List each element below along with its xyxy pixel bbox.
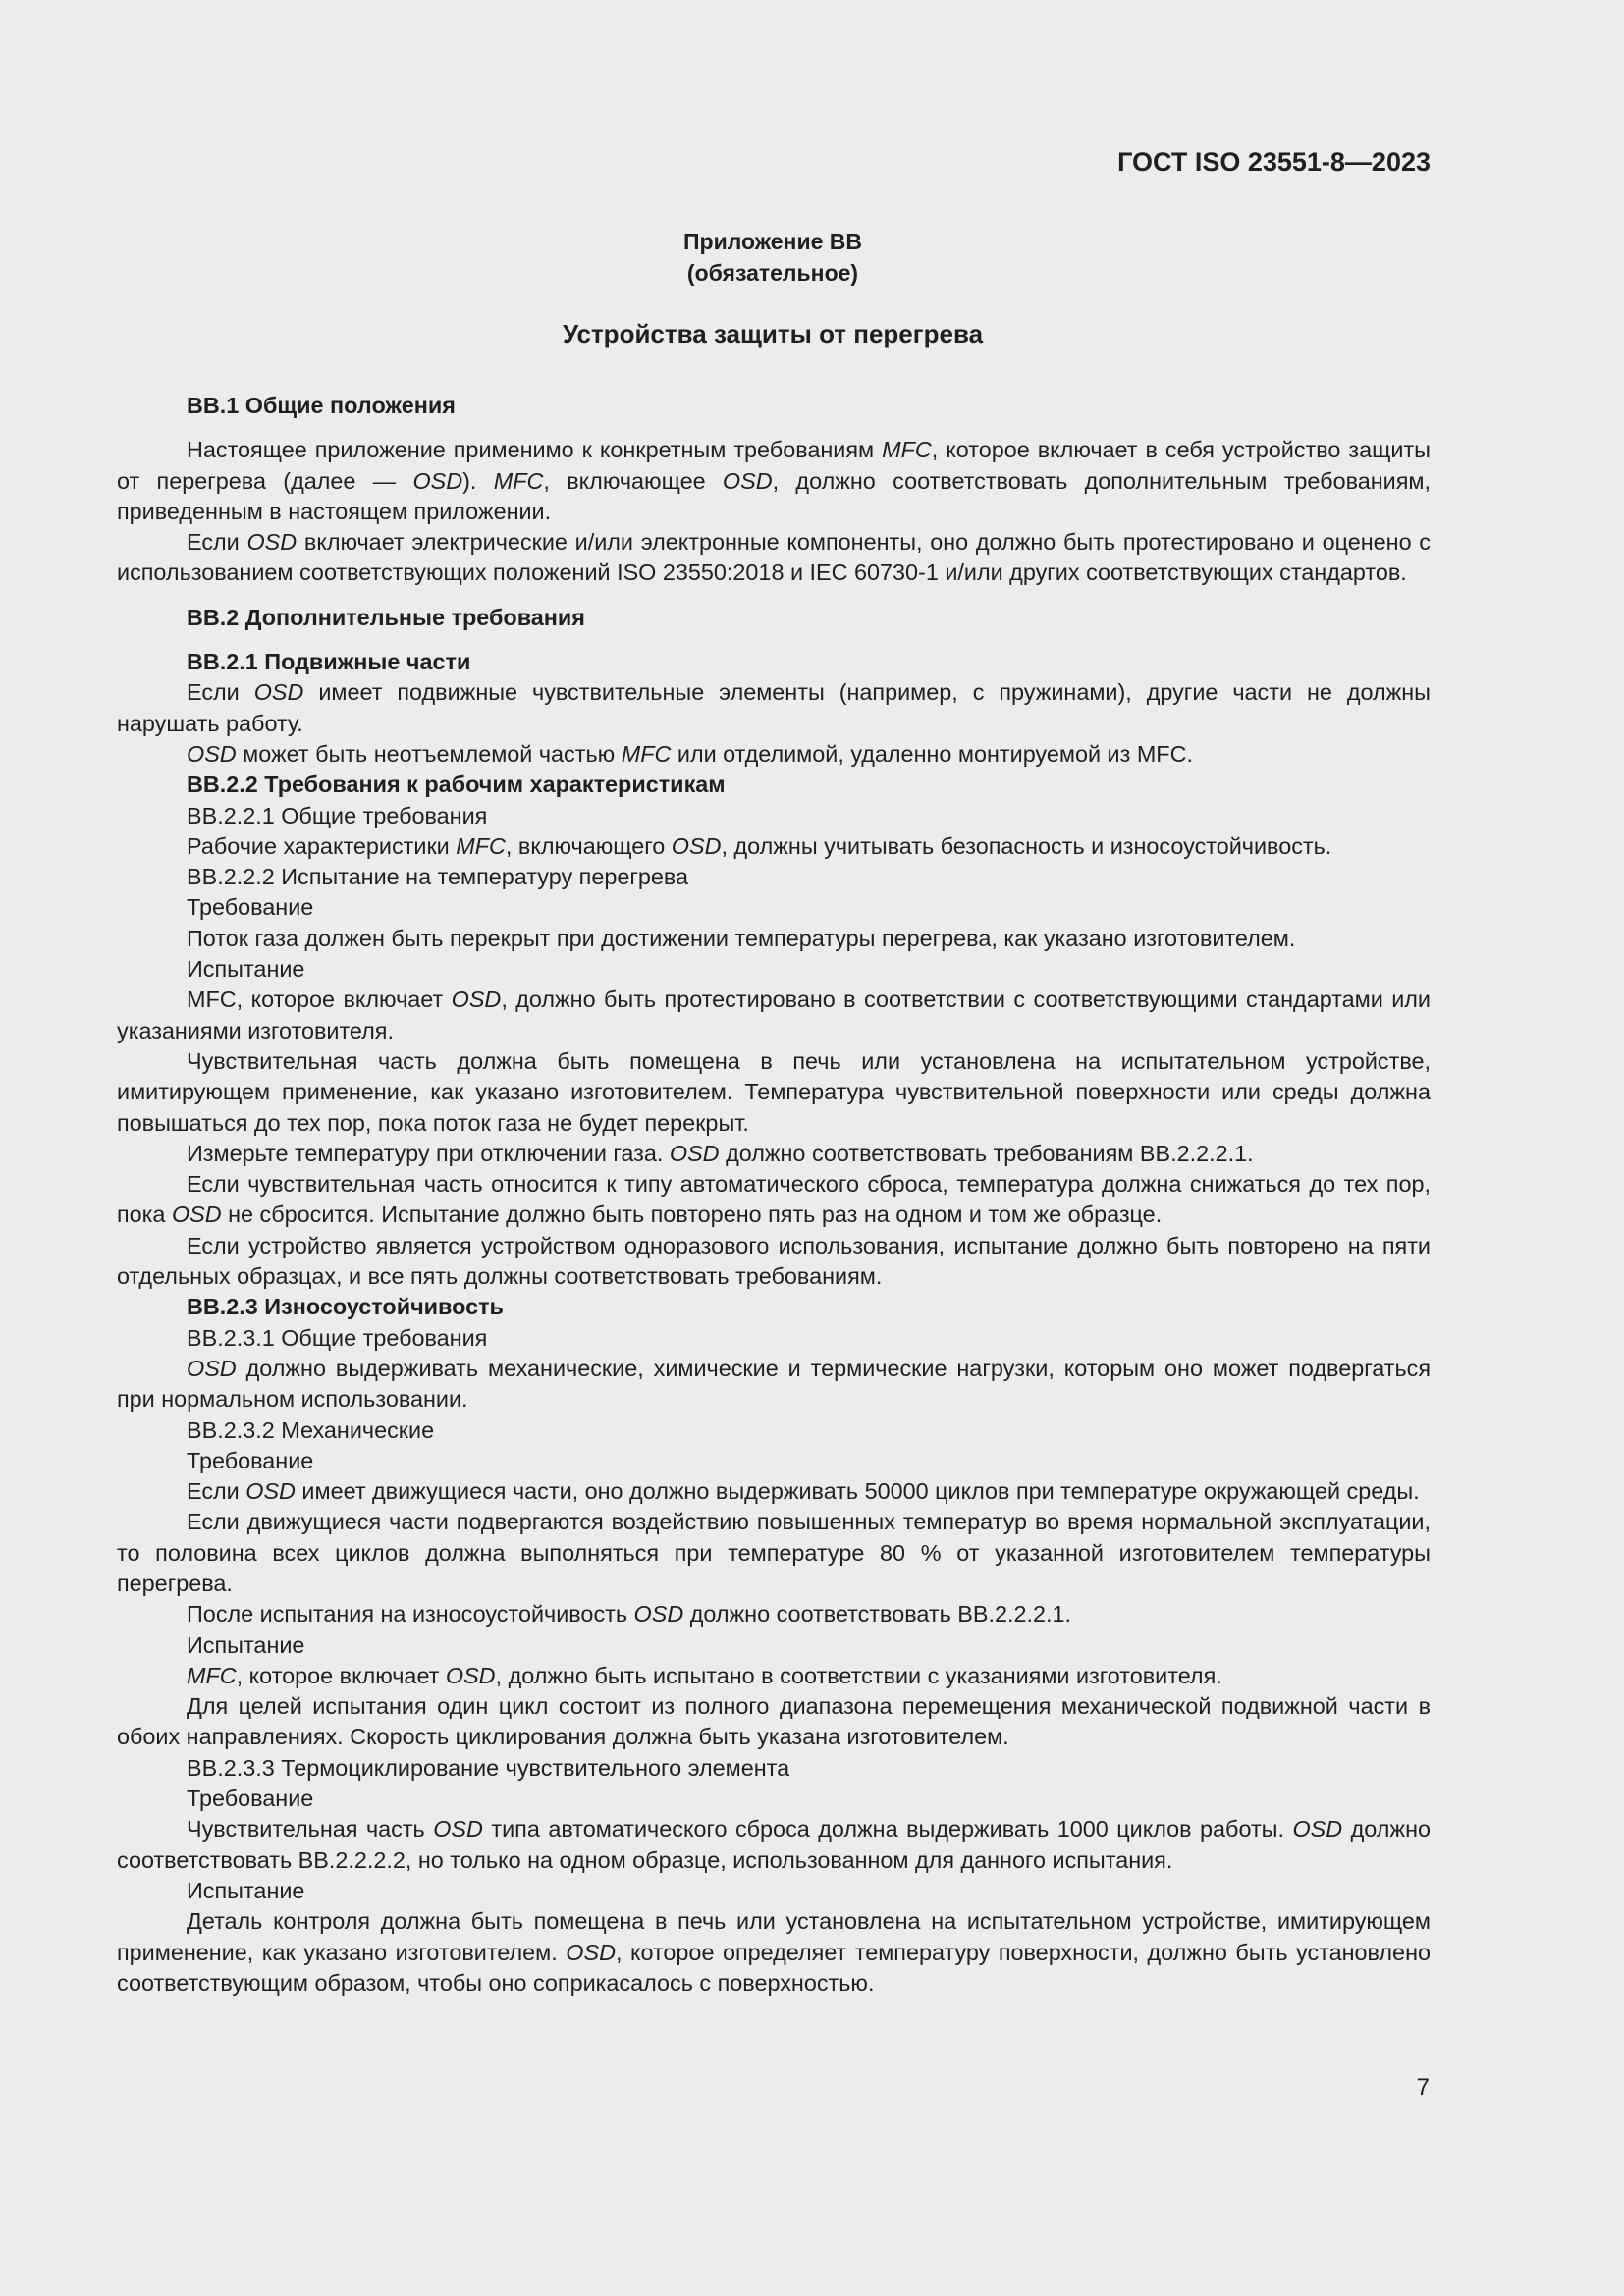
document-id: ГОСТ ISO 23551-8—2023 <box>1117 147 1431 177</box>
paragraph: MFC, которое включает OSD, должно быть протестировано в соответствии с соответствующими стандартами или указаниями изготовителя. <box>117 987 1431 1043</box>
paragraph: Чувствительная часть OSD типа автоматического сброса должна выдерживать 1000 циклов работы. OSD должно соответствовать ВВ.2.2.2.2, но только на одном образце, использованном для данного испытания. <box>117 1816 1431 1873</box>
section-heading-bb21: ВВ.2.1 Подвижные части <box>187 649 471 675</box>
requirement-label: Требование <box>187 1786 314 1812</box>
paragraph: Для целей испытания один цикл состоит из полного диапазона перемещения механической подвижной части в обоих направлениях. Скорость циклирования должна быть указана изготовителем. <box>117 1693 1431 1750</box>
subsection-heading: ВВ.2.2.1 Общие требования <box>187 802 488 828</box>
subsection-heading: ВВ.2.3.1 Общие требования <box>187 1324 488 1351</box>
paragraph: Измерьте температуру при отключении газа. OSD должно соответствовать требованиям ВВ.2.2.2.1. <box>187 1140 1254 1166</box>
section-heading-bb23: ВВ.2.3 Износоустойчивость <box>187 1294 504 1320</box>
annex-title: Устройства защиты от перегрева <box>562 319 984 348</box>
page-number: 7 <box>1416 2074 1430 2101</box>
section-heading-bb1: ВВ.1 Общие положения <box>187 393 456 418</box>
paragraph: Если устройство является устройством одноразового использования, испытание должно быть повторено на пяти отдельных образцах, и все пять должны соответствовать требованиям. <box>117 1232 1431 1290</box>
paragraph: Настоящее приложение применимо к конкретным требованиям MFC, которое включает в себя устройство защиты от перегрева (далее — OSD). MFC, включающее OSD, должно соответствовать дополнительным требованиям, приведенным в настоящем приложении. <box>117 437 1431 524</box>
paragraph: Деталь контроля должна быть помещена в печь или установлена на испытательном устройстве, имитирующем применение, как указано изготовителем. OSD, которое определяет температуру поверхности, должно быть установлено соответствующим образом, чтобы оно соприкасалось с поверхностью. <box>117 1908 1431 1996</box>
paragraph: После испытания на износоустойчивость OSD должно соответствовать ВВ.2.2.2.1. <box>187 1601 1071 1628</box>
paragraph: OSD может быть неотъемлемой частью MFC или отделимой, удаленно монтируемой из MFC. <box>187 740 1193 767</box>
paragraph: Если движущиеся части подвергаются воздействию повышенных температур во время нормальной эксплуатации, то половина всех циклов должна выполняться при температуре 80 % от указанной изготовителем температуры перегрева. <box>117 1509 1431 1596</box>
test-label: Испытание <box>187 1877 305 1903</box>
test-label: Испытание <box>187 1631 305 1658</box>
paragraph: Если OSD имеет подвижные чувствительные элементы (например, с пружинами), другие части не должны нарушать работу. <box>117 679 1431 736</box>
annex-heading <box>0 226 1545 289</box>
paragraph: Поток газа должен быть перекрыт при достижении температуры перегрева, как указано изготовителем. <box>187 925 1296 951</box>
paragraph: Если OSD включает электрические и/или электронные компоненты, оно должно быть протестировано и оценено с использованием соответствующих положений ISO 23550:2018 и IEC 60730-1 и/или других соответствующих стандартов. <box>117 529 1431 586</box>
test-label: Испытание <box>187 956 305 983</box>
paragraph: MFC, которое включает OSD, должно быть испытано в соответствии с указаниями изготовителя. <box>187 1662 1222 1688</box>
paragraph: Рабочие характеристики MFC, включающего OSD, должны учитывать безопасность и износоустойчивость. <box>187 832 1332 859</box>
subsection-heading: ВВ.2.3.3 Термоциклирование чувствительного элемента <box>187 1754 790 1781</box>
paragraph: Чувствительная часть должна быть помещена в печь или установлена на испытательном устройстве, имитирующем применение, как указано изготовителем. Температура чувствительной поверхности или среды должна повышаться до тех пор, пока поток газа не будет перекрыт. <box>117 1047 1431 1136</box>
paragraph: Если чувствительная часть относится к типу автоматического сброса, температура должна снижаться до тех пор, пока OSD не сбросится. Испытание должно быть повторено пять раз на одном и том же образце. <box>117 1171 1431 1228</box>
subsection-heading: ВВ.2.3.2 Механические <box>187 1416 435 1443</box>
paragraph: OSD должно выдерживать механические, химические и термические нагрузки, которым оно может подвергаться при нормальном использовании. <box>117 1355 1431 1413</box>
section-heading-bb2: ВВ.2 Дополнительные требования <box>187 604 585 630</box>
requirement-label: Требование <box>187 894 314 921</box>
section-heading-bb22: ВВ.2.2 Требования к рабочим характеристикам <box>187 772 726 798</box>
paragraph: Если OSD имеет движущиеся части, оно должно выдерживать 50000 циклов при температуре окружающей среды. <box>187 1478 1420 1505</box>
subsection-heading: ВВ.2.2.2 Испытание на температуру перегрева <box>187 864 689 890</box>
document-body <box>117 391 1431 1999</box>
requirement-label: Требование <box>187 1447 314 1473</box>
annex-label: Приложение ВВ <box>682 229 862 254</box>
annex-status: (обязательное) <box>686 260 859 286</box>
